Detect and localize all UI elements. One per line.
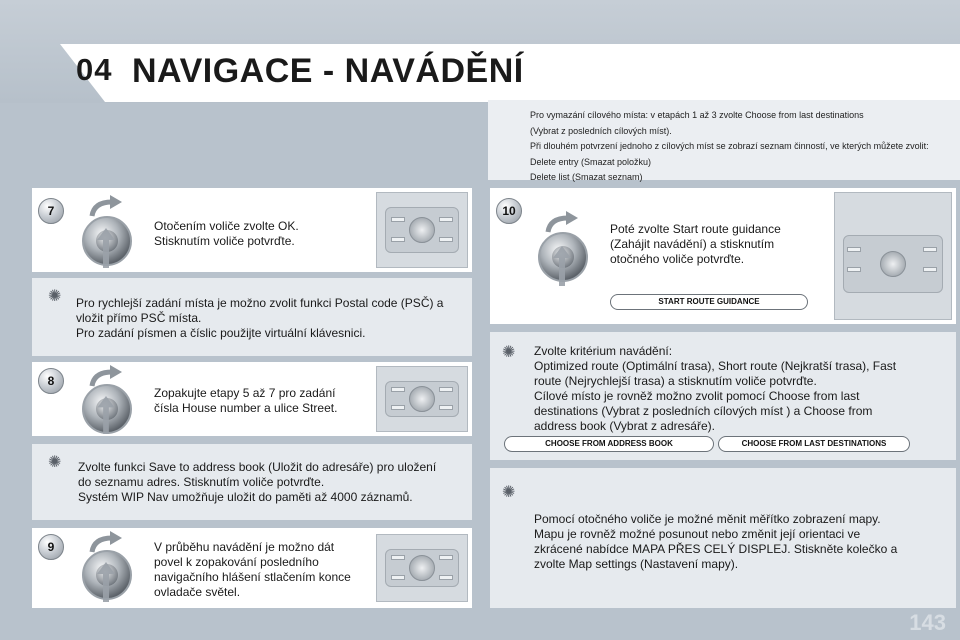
- radio-unit-image: [834, 192, 952, 320]
- text-line: čísla House number a ulice Street.: [154, 401, 338, 415]
- tip-panel-3: [490, 332, 956, 460]
- push-arrow-icon: [552, 246, 572, 286]
- step-number-badge: 9: [38, 534, 64, 560]
- text-line: otočného voliče potvrďte.: [610, 252, 745, 266]
- text-line: do seznamu adres. Stisknutím voliče potvrďte.: [78, 475, 325, 489]
- text-line: route (Nejrychlejší trasa) a stisknutím voliče potvrďte.: [534, 374, 817, 388]
- text-line: Pomocí otočného voliče je možné měnit měřítko zobrazení mapy.: [534, 512, 881, 526]
- text-line: Systém WIP Nav umožňuje uložit do paměti až 4000 záznamů.: [78, 490, 413, 504]
- lightbulb-icon: ✺: [502, 484, 516, 501]
- push-arrow-icon: [96, 562, 116, 602]
- step-number-badge: 10: [496, 198, 522, 224]
- text-line: V průběhu navádění je možno dát: [154, 540, 335, 554]
- push-arrow-icon: [96, 228, 116, 268]
- text-line: zvolte Map settings (Nastavení mapy).: [534, 557, 739, 571]
- step-number-badge: 7: [38, 198, 64, 224]
- radio-unit-image: [376, 192, 468, 268]
- page-title: NAVIGACE - NAVÁDĚNÍ: [132, 52, 524, 90]
- radio-unit-image: [376, 366, 468, 432]
- section-number: 04: [76, 52, 113, 87]
- text-line: povel k zopakování posledního: [154, 555, 319, 569]
- text-line: Otočením voliče zvolte OK.: [154, 219, 299, 233]
- step-7-text: [154, 219, 384, 249]
- text-line: destinations (Vybrat z posledních cílových míst ) a Choose from: [534, 404, 873, 418]
- step-10-text: [610, 222, 830, 267]
- lightbulb-icon: ✺: [502, 344, 516, 361]
- text-line: Zopakujte etapy 5 až 7 pro zadání: [154, 386, 336, 400]
- tip-panel-2: [32, 444, 472, 520]
- tip-4-text: [534, 512, 954, 572]
- note-line: Delete list (Smazat seznam): [530, 172, 643, 182]
- tip-panel-4: [490, 468, 956, 608]
- step-8-panel: [32, 362, 472, 436]
- tip-1-text: [76, 296, 472, 341]
- tip-2-text: [78, 460, 472, 505]
- text-line: Pro zadání písmen a číslic použijte virtuální klávesnici.: [76, 326, 366, 340]
- step-8-text: [154, 386, 384, 416]
- text-line: Optimized route (Optimální trasa), Short route (Nejkratší trasa), Fast: [534, 359, 897, 373]
- lightbulb-icon: ✺: [48, 288, 62, 305]
- text-line: address book (Vybrat z adresáře).: [534, 419, 715, 433]
- page-number: 143: [909, 610, 946, 635]
- step-7-panel: [32, 188, 472, 272]
- note-line: Při dlouhém potvrzení jednoho z cílových míst se zobrazí seznam činností, ve kterých můžete zvolit:: [530, 141, 929, 151]
- text-line: Pro rychlejší zadání místa je možno zvolit funkci Postal code (PSČ) a: [76, 296, 444, 310]
- text-line: ovladače světel.: [154, 585, 241, 599]
- text-line: Stisknutím voliče potvrďte.: [154, 234, 295, 248]
- note-line: (Vybrat z posledních cílových míst).: [530, 125, 672, 136]
- choose-from-address-book-button[interactable]: CHOOSE FROM ADDRESS BOOK: [504, 436, 714, 452]
- text-line: (Zahájit navádění) a stisknutím: [610, 237, 775, 251]
- text-line: zkrácené nabídce MAPA PŘES CELÝ DISPLEJ. Stiskněte kolečko a: [534, 542, 898, 556]
- step-10-panel: [490, 188, 956, 324]
- text-line: Zvolte funkci Save to address book (Uložit do adresáře) pro uložení: [78, 460, 437, 474]
- step-9-text: [154, 540, 384, 600]
- text-line: Cílové místo je rovněž možno zvolit pomocí Choose from last: [534, 389, 860, 403]
- note-line: Pro vymazání cílového místa: v etapách 1 až 3 zvolte Choose from last destinations: [530, 110, 864, 120]
- lightbulb-icon: ✺: [48, 454, 62, 471]
- tip-3-text: [534, 344, 954, 434]
- push-arrow-icon: [96, 396, 116, 434]
- text-line: Mapu je rovněž možné posunout nebo změnit její orientaci ve: [534, 527, 861, 541]
- text-line: Poté zvolte Start route guidance: [610, 222, 781, 236]
- text-line: vložit přímo PSČ místa.: [76, 311, 202, 325]
- step-number-badge: 8: [38, 368, 64, 394]
- text-line: navigačního hlášení stlačením konce: [154, 570, 351, 584]
- text-line: Zvolte kritérium navádění:: [534, 344, 673, 358]
- choose-from-last-destinations-button[interactable]: CHOOSE FROM LAST DESTINATIONS: [718, 436, 910, 452]
- start-route-guidance-button[interactable]: START ROUTE GUIDANCE: [610, 294, 808, 310]
- note-line: Delete entry (Smazat položku): [530, 156, 652, 167]
- notes-box: [488, 100, 960, 180]
- step-9-panel: [32, 528, 472, 608]
- tip-panel-1: [32, 278, 472, 356]
- radio-unit-image: [376, 534, 468, 602]
